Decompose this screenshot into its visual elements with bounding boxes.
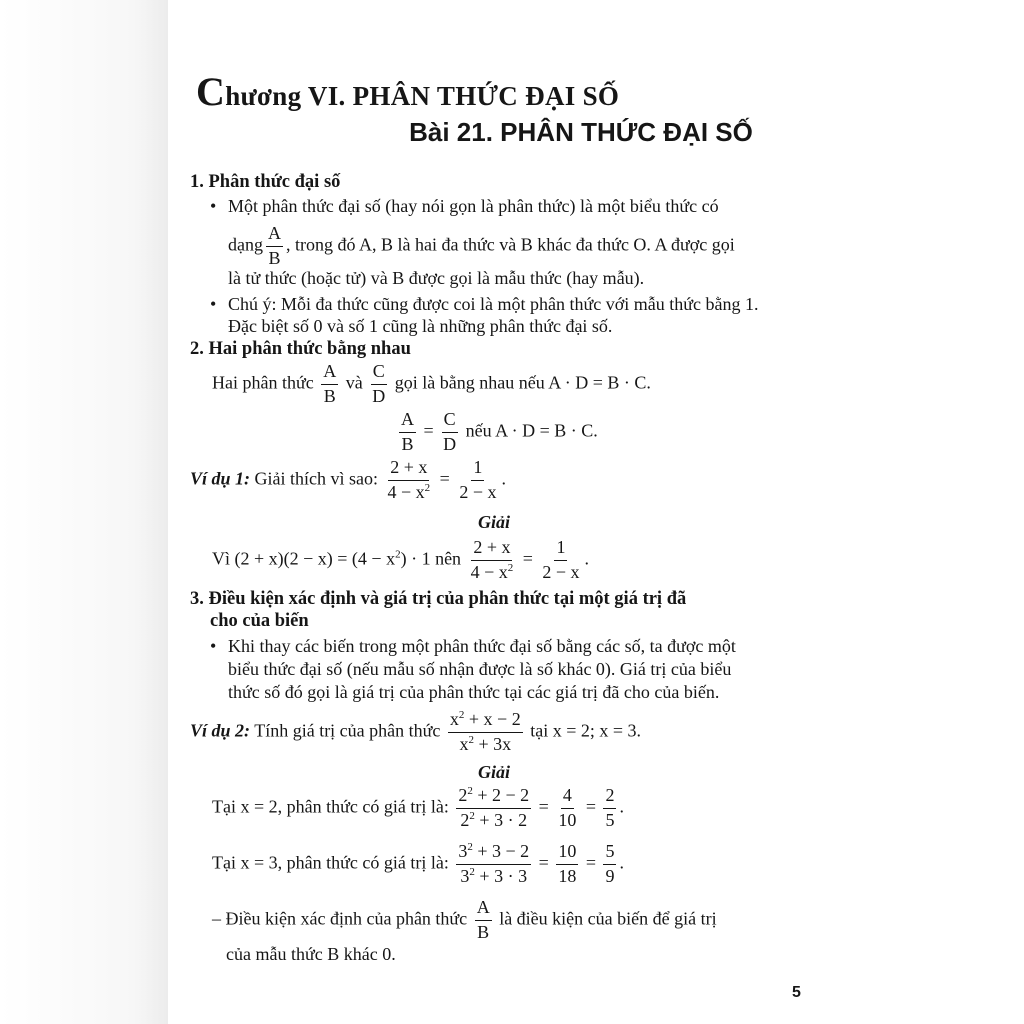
s1-bullet-1-line-3: là tử thức (hoặc tử) và B được gọi là mẫu thức (hay mẫu). [228,268,645,288]
example-2-result-1: Tại x = 2, phân thức có giá trị là: $\frac{2^2 + 2 - 2}{2^2 + 3 \cdot 2}$ = $\frac{4}{10}$ = $\frac{2}{5}$ . [212,785,624,830]
fraction-c-over-d: $\frac{C}{D}$ [372,361,386,406]
section-1-heading: 1. Phân thức đại số [190,172,341,192]
example-2: Ví dụ 2: Tính giá trị của phân thức $\frac{x^2 + x - 2}{x^2 + 3x}$ tại x = 2; x = 3. [190,709,642,754]
s2-line-1: Hai phân thức $\frac{A}{B}$ và $\frac{C}{D}$ gọi là bằng nhau nếu A · D = B · C. [212,361,651,406]
page-gutter [0,0,168,1024]
s1-bullet-2-line-1: • Chú ý: Mỗi đa thức cũng được coi là một phân thức với mẫu thức bằng 1. [210,294,759,314]
s2-equation: $\frac{A}{B}$ = $\frac{C}{D}$ nếu A · D = B · C. [401,409,598,454]
chapter-title: Chương VI. PHÂN THỨC ĐẠI SỐ [196,69,620,114]
fraction-a-over-b: $\frac{A}{B}$ [323,361,337,406]
example-1-solve-label: Giải [478,512,511,532]
section-3-heading-line-1: 3. Điều kiện xác định và giá trị của phân thức tại một giá trị đã [190,589,687,609]
s1-bullet-1-line-1: • Một phân thức đại số (hay nói gọn là phân thức) là một biểu thức có [210,196,719,216]
example-1-solution: Vì $(2 + x)(2 - x) = (4 - x^2) \cdot 1$ nên $\frac{2 + x}{4 - x^2}$ = $\frac{1}{2 - x}$ . [212,537,590,582]
section-3-heading-line-2: cho của biến [210,611,309,631]
section-2-heading: 2. Hai phân thức bằng nhau [190,339,411,359]
example-2-result-2: Tại x = 3, phân thức có giá trị là: $\frac{3^2 + 3 - 2}{3^2 + 3 \cdot 3}$ = $\frac{10}{18}$ = $\frac{5}{9}$ . [212,841,624,886]
condition-line-2: của mẫu thức B khác 0. [226,944,396,964]
s1-bullet-2-line-2: Đặc biệt số 0 và số 1 cũng là những phân thức đại số. [228,316,613,336]
lesson-title: Bài 21. PHÂN THỨC ĐẠI SỐ [409,117,753,147]
fraction-a-over-b: $\frac{A}{B}$ [268,223,281,268]
s3-line-2: biểu thức đại số (nếu mẫu số nhận được là số khác 0). Giá trị của biểu [228,659,732,679]
example-1: Ví dụ 1: Giải thích vì sao: $\frac{2 + x}{4 - x^2}$ = $\frac{1}{2 - x}$ . [190,457,506,502]
s3-line-1: • Khi thay các biến trong một phân thức đại số bằng các số, ta được một [210,636,736,656]
example-2-solve-label: Giải [478,762,511,782]
s3-line-3: thức số đó gọi là giá trị của phân thức tại các giá trị đã cho của biến. [228,682,720,702]
s1-bullet-1-line-2: dạng $\frac{A}{B}$ , trong đó A, B là hai đa thức và B khác đa thức O. A được gọi [228,223,735,268]
page-number: 5 [792,984,801,1001]
condition-line-1: – Điều kiện xác định của phân thức $\frac{A}{B}$ là điều kiện của biến để giá trị [212,897,717,942]
